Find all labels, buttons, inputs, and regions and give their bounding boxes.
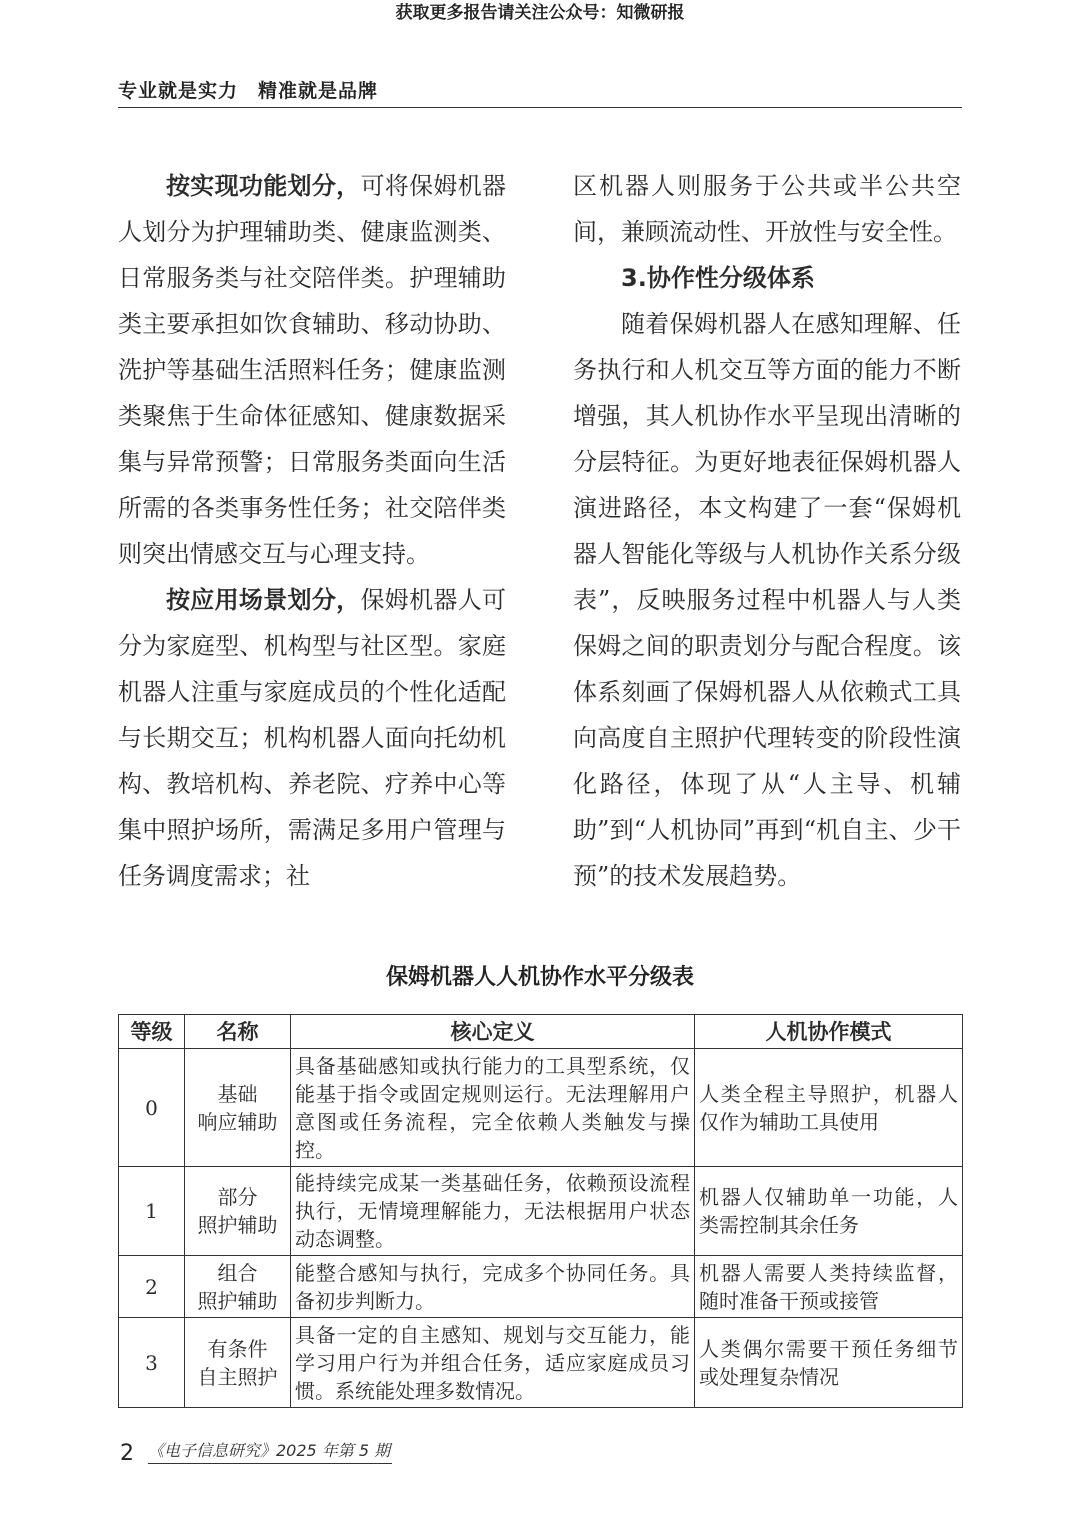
level-cell: 1: [119, 1167, 185, 1256]
header-slogan-1: 专业就是实力: [118, 80, 239, 102]
paragraph-scenario-classification: [118, 577, 506, 899]
name-cell: [185, 1256, 291, 1318]
page-number: 2: [120, 1441, 134, 1466]
header-slogan-2: 精准就是品牌: [258, 80, 379, 102]
paragraph-continuation: 区机器人则服务于公共或半公共空间，兼顾流动性、开放性与安全性。: [573, 172, 961, 246]
journal-citation: 《电子信息研究》2025 年第 5 期: [148, 1438, 392, 1464]
mode-cell: 机器人需要人类持续监督，随时准备干预或接管: [695, 1256, 963, 1318]
table-title: 保姆机器人人机协作水平分级表: [385, 965, 694, 990]
column-header-name: 名称: [185, 1015, 291, 1049]
name-line-1: 基础: [217, 1081, 258, 1106]
name-line-1: 组合: [217, 1260, 258, 1285]
right-column: [573, 163, 961, 899]
paragraph-lead: 按实现功能划分，: [166, 172, 361, 200]
mode-cell: 机器人仅辅助单一功能，人类需控制其余任务: [695, 1167, 963, 1256]
table-header-row: [119, 1015, 963, 1049]
paragraph-function-classification: [118, 163, 506, 577]
left-column: [118, 163, 506, 899]
paragraph-lead: 按应用场景划分，: [166, 586, 361, 614]
name-cell: [185, 1049, 291, 1167]
collaboration-level-table: [118, 1014, 963, 1408]
level-cell: 3: [119, 1318, 185, 1408]
table-row: [119, 1167, 963, 1256]
watermark-banner: 获取更多报告请关注公众号：知微研报: [395, 3, 685, 23]
name-line-2: 照护辅助: [197, 1213, 278, 1237]
table-row: [119, 1049, 963, 1167]
name-cell: [185, 1318, 291, 1408]
column-header-mode: 人机协作模式: [695, 1015, 963, 1049]
running-header: [118, 76, 378, 103]
table-row: [119, 1256, 963, 1318]
definition-cell: 具备一定的自主感知、规划与交互能力，能学习用户行为并组合任务，适应家庭成员习惯。系统能处理多数情况。: [291, 1318, 695, 1408]
definition-cell: 具备基础感知或执行能力的工具型系统，仅能基于指令或固定规则运行。无法理解用户意图或任务流程，完全依赖人类触发与操控。: [291, 1049, 695, 1167]
mode-cell: 人类全程主导照护，机器人仅作为辅助工具使用: [695, 1049, 963, 1167]
name-line-2: 自主照护: [197, 1364, 278, 1389]
definition-cell: 能整合感知与执行，完成多个协同任务。具备初步判断力。: [291, 1256, 695, 1318]
paragraph-collaboration-grading: 随着保姆机器人在感知理解、任务执行和人机交互等方面的能力不断增强，其人机协作水平呈现出清晰的分层特征。为更好地表征保姆机器人演进路径，本文构建了一套“保姆机器人智能化等级与人机协作关系分级表”，反映服务过程中机器人与人类保姆之间的职责划分与配合程度。该体系刻画了保姆机器人从依赖式工具向高度自主照护代理转变的阶段性演化路径，体现了从“人主导、机辅助”到“人机协同”再到“机自主、少干预”的技术发展趋势。: [573, 310, 961, 890]
table-row: [119, 1318, 963, 1408]
column-header-definition: 核心定义: [291, 1015, 695, 1049]
name-line-1: 部分: [217, 1185, 258, 1209]
section-heading: 3.协作性分级体系: [621, 264, 815, 292]
paragraph-text: 可将保姆机器人划分为护理辅助类、健康监测类、日常服务类与社交陪伴类。护理辅助类主要承担如饮食辅助、移动协助、洗护等基础生活照料任务；健康监测类聚焦于生命体征感知、健康数据采集与异常预警；日常服务类面向生活所需的各类事务性任务；社交陪伴类则突出情感交互与心理支持。: [118, 172, 507, 568]
name-line-2: 照护辅助: [197, 1288, 278, 1313]
mode-cell: 人类偶尔需要干预任务细节或处理复杂情况: [695, 1318, 963, 1408]
level-cell: 2: [119, 1256, 185, 1318]
name-line-1: 有条件: [207, 1336, 268, 1361]
header-divider: [118, 107, 962, 108]
name-cell: [185, 1167, 291, 1256]
column-header-level: 等级: [119, 1015, 185, 1049]
paragraph-text: 保姆机器人可分为家庭型、机构型与社区型。家庭机器人注重与家庭成员的个性化适配与长期交互；机构机器人面向托幼机构、教培机构、养老院、疗养中心等集中照护场所，需满足多用户管理与任务调度需求；社: [118, 586, 507, 890]
name-line-2: 响应辅助: [197, 1109, 278, 1134]
definition-cell: 能持续完成某一类基础任务，依赖预设流程执行，无情境理解能力，无法根据用户状态动态调整。: [291, 1167, 695, 1256]
level-cell: 0: [119, 1049, 185, 1167]
